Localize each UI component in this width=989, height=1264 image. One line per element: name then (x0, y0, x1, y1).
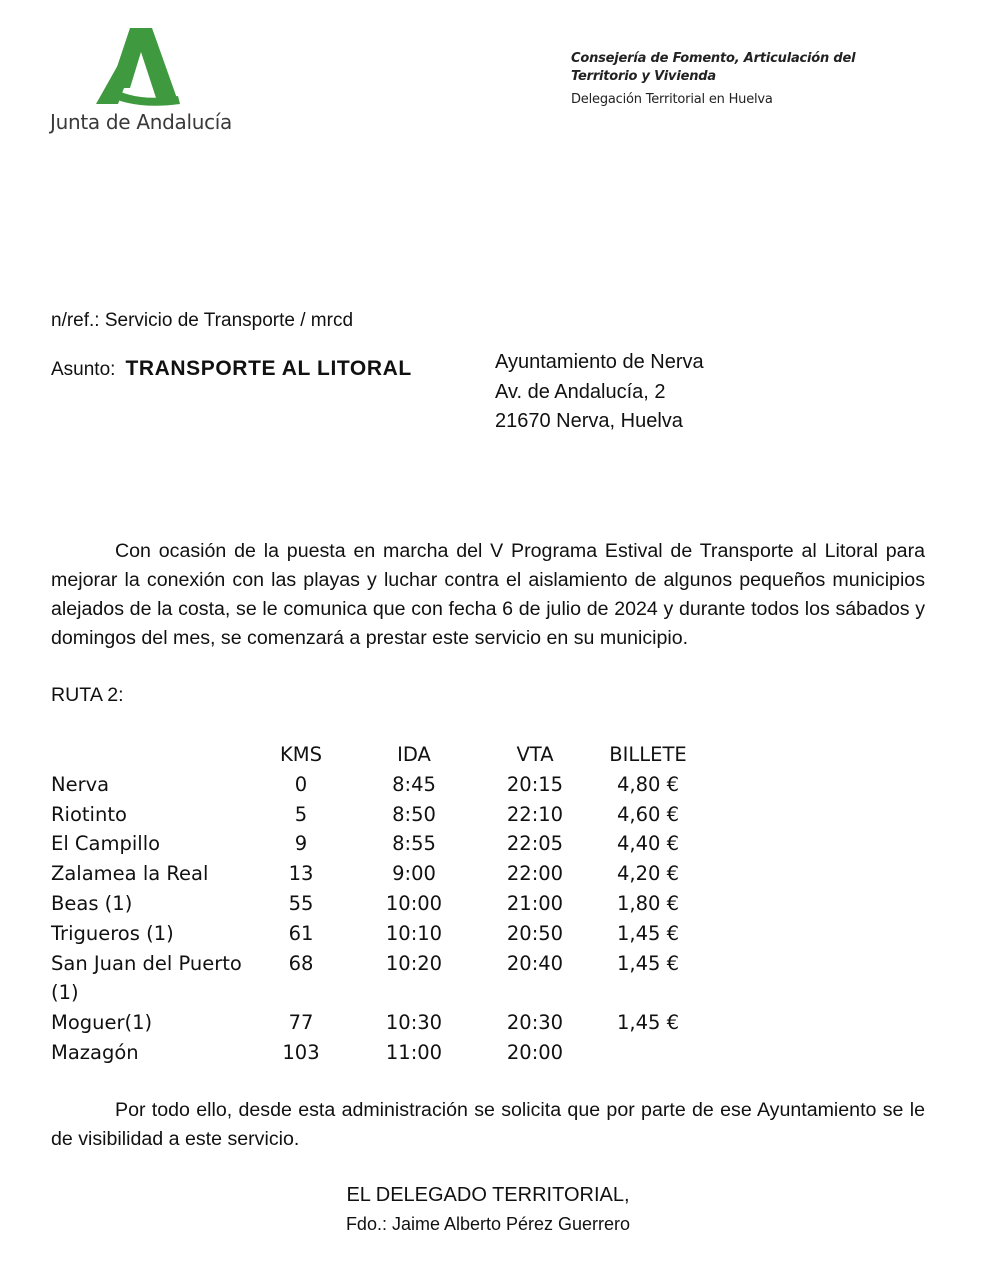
stop-name: El Campillo (51, 832, 161, 856)
reference-line: n/ref.: Servicio de Transporte / mrcd (51, 310, 354, 331)
department-name-line2: Territorio y Vivienda (571, 69, 716, 84)
table-header-row (51, 740, 713, 770)
kms-value: 5 (294, 802, 308, 826)
table-row (51, 919, 713, 949)
kms-value: 0 (294, 772, 308, 796)
table-row (51, 1038, 713, 1068)
subject-value: TRANSPORTE AL LITORAL (125, 357, 412, 380)
table-row (51, 859, 713, 889)
header-cell-stop (51, 740, 261, 770)
signature-title: EL DELEGADO TERRITORIAL, (346, 1184, 630, 1206)
logo-text: Junta de Andalucía (50, 110, 233, 134)
stop-name: Zalamea la Real (51, 862, 209, 886)
department-name-line1: Consejería de Fomento, Articulación del (571, 51, 856, 66)
vta-time: 20:00 (506, 1040, 564, 1064)
signature-name: Fdo.: Jaime Alberto Pérez Guerrero (345, 1214, 631, 1234)
table-row (51, 889, 713, 919)
vta-time: 20:30 (506, 1011, 564, 1035)
kms-value: 55 (288, 891, 314, 915)
stop-name: San Juan del Puerto (1) (51, 951, 242, 1005)
junta-de-andalucia-logo (50, 26, 250, 136)
stop-name: Trigueros (1) (51, 921, 174, 945)
stop-name: Beas (1) (51, 891, 133, 915)
ida-time: 8:50 (392, 802, 436, 826)
table-row (51, 829, 713, 859)
table-row (51, 770, 713, 800)
table-row (51, 1008, 713, 1038)
intro-paragraph: Con ocasión de la puesta en marcha del V Programa Estival de Transporte al Litoral para mejorar la conexión con las playas y luchar contra el aislamiento de algunos pequeños municipios alejados de la costa, se le comunica que con fecha 6 de julio de 2024 y durante todos los sábados y domingos del mes, se comenzará a prestar este servicio en su municipio. (51, 540, 925, 649)
delegation-name: Delegación Territorial en Huelva (571, 92, 773, 107)
header-cell-vta: VTA (516, 743, 554, 766)
ida-time: 9:00 (392, 862, 436, 886)
vta-time: 22:05 (506, 832, 564, 856)
ida-time: 10:20 (385, 951, 443, 975)
closing-paragraph: Por todo ello, desde esta administración se solicita que por parte de ese Ayuntamiento se le de visibilidad a este servicio. (51, 1099, 925, 1150)
ticket-price: 1,45 € (616, 921, 680, 945)
ida-time: 10:30 (385, 1011, 443, 1035)
table-row (51, 800, 713, 830)
kms-value: 61 (288, 921, 314, 945)
vta-time: 20:50 (506, 921, 564, 945)
ida-time: 8:55 (392, 832, 436, 856)
vta-time: 21:00 (506, 891, 564, 915)
subject-label: Asunto: (51, 359, 116, 380)
ida-time: 11:00 (385, 1040, 443, 1064)
ida-time: 10:10 (385, 921, 443, 945)
table-row (51, 949, 713, 1009)
kms-value: 68 (288, 951, 314, 975)
ticket-price: 4,20 € (616, 862, 680, 886)
andalucia-a-logo-icon (96, 26, 186, 108)
recipient-line1: Ayuntamiento de Nerva (495, 351, 704, 373)
route-timetable (51, 740, 713, 1068)
ticket-price (583, 1038, 713, 1068)
ida-time: 10:00 (385, 891, 443, 915)
kms-value: 103 (282, 1040, 320, 1064)
vta-time: 20:15 (506, 772, 564, 796)
recipient-address (495, 348, 704, 437)
recipient-line3: 21670 Nerva, Huelva (495, 410, 683, 432)
ticket-price: 1,45 € (616, 951, 680, 975)
route-label: RUTA 2: (51, 684, 124, 706)
vta-time: 20:40 (506, 951, 564, 975)
department-block (571, 50, 855, 109)
kms-value: 13 (288, 862, 314, 886)
vta-time: 22:00 (506, 862, 564, 886)
stop-name: Mazagón (51, 1040, 139, 1064)
ticket-price: 4,80 € (616, 772, 680, 796)
ticket-price: 4,60 € (616, 802, 680, 826)
recipient-line2: Av. de Andalucía, 2 (495, 380, 666, 403)
header-cell-ida: IDA (397, 743, 431, 766)
stop-name: Nerva (51, 772, 110, 796)
kms-value: 77 (288, 1011, 314, 1035)
stop-name: Riotinto (51, 802, 127, 826)
ida-time: 8:45 (392, 772, 436, 796)
kms-value: 9 (294, 832, 308, 856)
vta-time: 22:10 (506, 802, 564, 826)
ticket-price: 1,80 € (616, 891, 680, 915)
header-cell-billete: BILLETE (609, 743, 687, 766)
ticket-price: 1,45 € (616, 1011, 680, 1035)
subject-line (51, 357, 412, 381)
header-cell-kms: KMS (280, 743, 322, 766)
ticket-price: 4,40 € (616, 832, 680, 856)
stop-name: Moguer(1) (51, 1011, 153, 1035)
